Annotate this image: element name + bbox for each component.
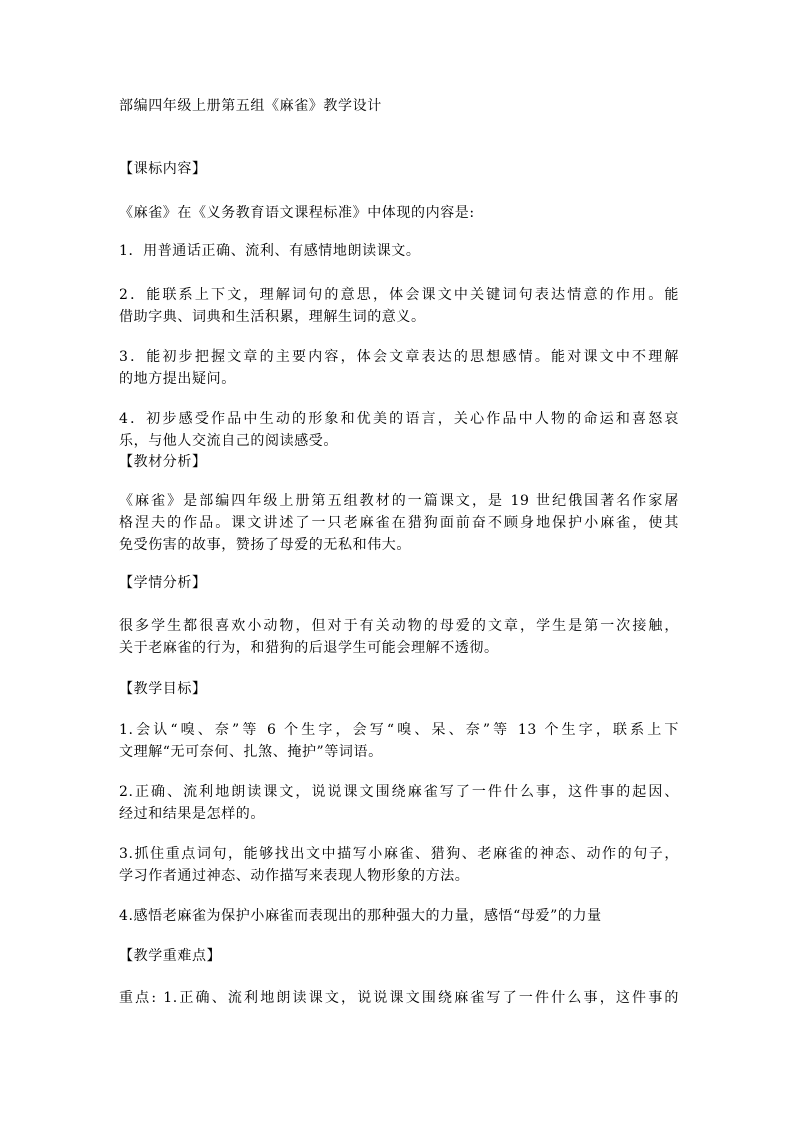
section-heading-textbook: 【教材分析】 — [119, 454, 207, 470]
section-heading-goals: 【教学目标】 — [119, 681, 207, 697]
curriculum-intro: 《麻雀》在《义务教育语文课程标准》中体现的内容是: — [119, 205, 475, 221]
goal-1-line-2: 文理解“无可奈何、扎煞、掩护”等词语。 — [119, 744, 383, 760]
curriculum-item-1: 1．用普通话正确、流利、有感情地朗读课文。 — [119, 243, 421, 259]
textbook-para-line-1: 《麻雀》是部编四年级上册第五组教材的一篇课文，是 19 世纪俄国著名作家屠 — [119, 493, 679, 509]
section-heading-students: 【学情分析】 — [119, 575, 207, 591]
students-para-line-2: 关于老麻雀的行为，和猎狗的后退学生可能会理解不透彻。 — [119, 640, 499, 656]
goal-2-line-2: 经过和结果是怎样的。 — [119, 806, 265, 822]
textbook-para-line-2: 格涅夫的作品。课文讲述了一只老麻雀在猎狗面前奋不顾身地保护小麻雀，使其 — [119, 515, 679, 531]
goal-2-line-1: 2.正确、流利地朗读课文，说说课文围绕麻雀写了一件什么事，这件事的起因、 — [119, 784, 679, 800]
curriculum-item-2-line-2: 借助字典、词典和生活积累，理解生词的意义。 — [119, 309, 426, 325]
document-title: 部编四年级上册第五组《麻雀》教学设计 — [119, 98, 382, 114]
section-heading-curriculum: 【课标内容】 — [119, 161, 207, 177]
goal-3-line-2: 学习作者通过神态、动作描写来表现人物形象的方法。 — [119, 868, 470, 884]
key-points-line-1: 重点: 1.正确、流利地朗读课文，说说课文围绕麻雀写了一件什么事，这件事的 — [119, 990, 679, 1006]
textbook-para-line-3: 免受伤害的故事，赞扬了母爱的无私和伟大。 — [119, 537, 411, 553]
section-heading-key-points: 【教学重难点】 — [119, 948, 222, 964]
goal-3-line-1: 3.抓住重点词句，能够找出文中描写小麻雀、猎狗、老麻雀的神态、动作的句子， — [119, 846, 679, 862]
curriculum-item-4-line-2: 乐，与他人交流自己的阅读感受。 — [119, 433, 338, 449]
students-para-line-1: 很多学生都很喜欢小动物，但对于有关动物的母爱的文章，学生是第一次接触， — [119, 618, 679, 634]
curriculum-item-3-line-2: 的地方提出疑问。 — [119, 371, 236, 387]
goal-1-line-1: 1.会认“嗅、奈”等 6 个生字，会写“嗅、呆、奈”等 13 个生字，联系上下 — [119, 722, 679, 738]
curriculum-item-4-line-1: 4．初步感受作品中生动的形象和优美的语言，关心作品中人物的命运和喜怒哀 — [119, 411, 679, 427]
curriculum-item-3-line-1: 3．能初步把握文章的主要内容，体会文章表达的思想感情。能对课文中不理解 — [119, 349, 679, 365]
curriculum-item-2-line-1: 2．能联系上下文，理解词句的意思，体会课文中关键词句表达情意的作用。能 — [119, 287, 679, 303]
goal-4: 4.感悟老麻雀为保护小麻雀而表现出的那种强大的力量，感悟“母爱”的力量 — [119, 908, 602, 924]
